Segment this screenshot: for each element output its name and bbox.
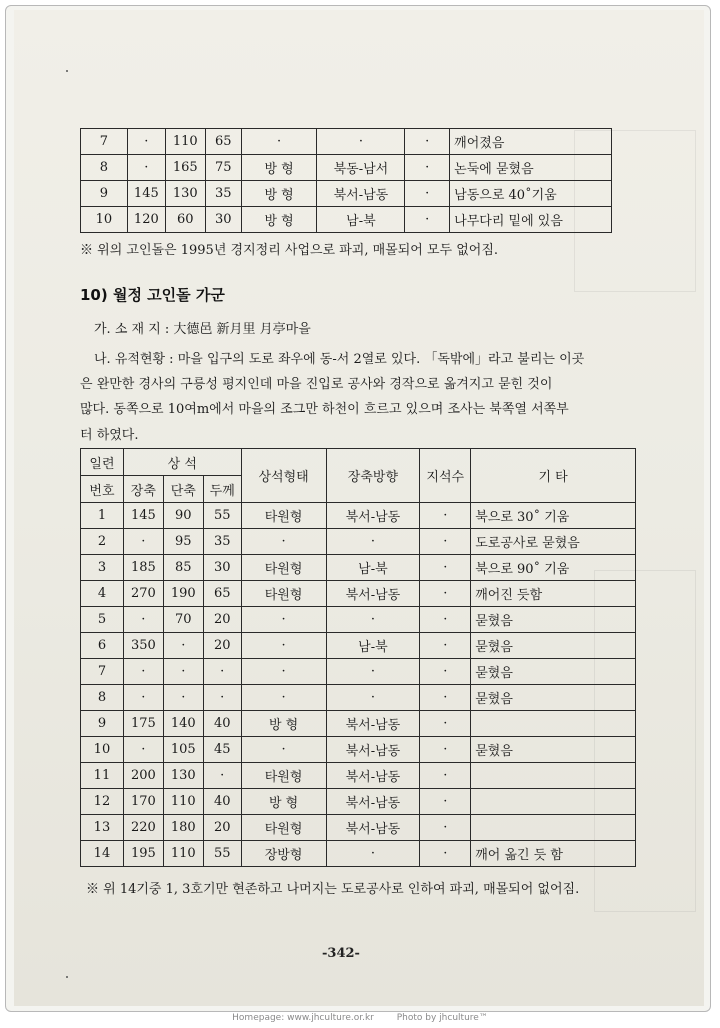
table-row <box>81 503 636 529</box>
table-cell: · <box>241 529 326 555</box>
page-number: -342- <box>322 946 360 961</box>
table-row <box>81 207 612 233</box>
table-cell: 9 <box>81 181 128 207</box>
table-cell: 북서-남동 <box>317 181 405 207</box>
table-cell: · <box>405 181 450 207</box>
header-support: 지석수 <box>420 449 471 503</box>
homepage-credit: Homepage: www.jhculture.or.kr <box>232 1013 374 1023</box>
status-line: 은 완만한 경사의 구릉성 평지인데 마을 진입로 공사와 경작으로 옮겨지고 묻힌 것이 <box>80 377 553 392</box>
header-long: 장축 <box>123 476 163 503</box>
table-cell: · <box>241 633 326 659</box>
table-cell: 북서-남동 <box>326 503 420 529</box>
header-serial-top: 일련 <box>81 449 124 476</box>
table-cell: 10 <box>81 207 128 233</box>
status-line: 많다. 동쪽으로 10여m에서 마을의 조그만 하천이 흐르고 있으며 조사는 북쪽열 서쪽부 <box>80 402 569 417</box>
table-cell: 타원형 <box>241 815 326 841</box>
table-cell: 110 <box>163 841 203 867</box>
table-cell: 북서-남동 <box>326 815 420 841</box>
table-cell: 남-북 <box>317 207 405 233</box>
table-cell: 180 <box>163 815 203 841</box>
table-cell: 55 <box>203 503 241 529</box>
header-etc: 기 타 <box>471 449 636 503</box>
table-cell: 220 <box>123 815 163 841</box>
table-cell: 140 <box>163 711 203 737</box>
table-cell: · <box>420 503 471 529</box>
table-cell: · <box>241 659 326 685</box>
table-cell: 남-북 <box>326 555 420 581</box>
header-stone: 상 석 <box>123 449 241 476</box>
table-cell: 남-북 <box>326 633 420 659</box>
speck <box>66 70 68 72</box>
table-cell: · <box>420 789 471 815</box>
speck <box>66 976 68 978</box>
table-cell: · <box>163 633 203 659</box>
table-cell: 20 <box>203 607 241 633</box>
table-cell: 논둑에 묻혔음 <box>450 155 612 181</box>
table-cell: · <box>203 763 241 789</box>
header-short: 단축 <box>163 476 203 503</box>
table-cell: · <box>241 737 326 763</box>
table-cell: · <box>326 659 420 685</box>
table-row <box>81 181 612 207</box>
table-cell: 110 <box>165 129 205 155</box>
table-cell: 165 <box>165 155 205 181</box>
table-cell: 장방형 <box>241 841 326 867</box>
table-cell: · <box>241 129 317 155</box>
credit-footer <box>0 1013 720 1023</box>
table-cell: · <box>405 155 450 181</box>
table-cell: 105 <box>163 737 203 763</box>
header-direction: 장축방향 <box>326 449 420 503</box>
table-cell: · <box>420 685 471 711</box>
table-cell: 방 형 <box>241 155 317 181</box>
table-woljeong-dolmens <box>80 448 636 867</box>
table-cell: 170 <box>123 789 163 815</box>
table-cell: · <box>123 737 163 763</box>
table-row <box>81 685 636 711</box>
table-cell: 묻혔음 <box>471 685 636 711</box>
table-cell: 북서-남동 <box>326 581 420 607</box>
table-cell: 타원형 <box>241 763 326 789</box>
table-cell: 40 <box>203 789 241 815</box>
table-cell: · <box>241 685 326 711</box>
table-cell: 65 <box>203 581 241 607</box>
table-cell: 10 <box>81 737 124 763</box>
table-cell: · <box>420 737 471 763</box>
table-cell: 북서-남동 <box>326 737 420 763</box>
table-cell: 2 <box>81 529 124 555</box>
table-row <box>81 633 636 659</box>
table2-note: ※ 위 14기중 1, 3호기만 현존하고 나머지는 도로공사로 인하여 파괴, 매몰되어 없어짐. <box>86 882 580 897</box>
status-line: 나. 유적현황 : 마을 입구의 도로 좌우에 동-서 2열로 있다. 「독밖에」라고 불리는 이곳 <box>94 352 585 367</box>
table-row <box>81 129 612 155</box>
table-cell: 묻혔음 <box>471 633 636 659</box>
table-cell: 90 <box>163 503 203 529</box>
table-cell: · <box>420 607 471 633</box>
section-heading: 10) 월정 고인돌 가군 <box>80 286 225 304</box>
table-cell: 200 <box>123 763 163 789</box>
table-cell: 북동-남서 <box>317 155 405 181</box>
table-cell: · <box>420 815 471 841</box>
table-cell: 5 <box>81 607 124 633</box>
table-row <box>81 841 636 867</box>
table-cell: 190 <box>163 581 203 607</box>
table-cell: 8 <box>81 155 128 181</box>
table-cell: 4 <box>81 581 124 607</box>
table-cell: 14 <box>81 841 124 867</box>
table-cell: · <box>241 607 326 633</box>
table-cell: 타원형 <box>241 581 326 607</box>
table-cell: · <box>326 841 420 867</box>
table-row <box>81 555 636 581</box>
table-cell: · <box>420 711 471 737</box>
table-cell: 12 <box>81 789 124 815</box>
table-cell: 85 <box>163 555 203 581</box>
table-cell: 35 <box>205 181 241 207</box>
table-cell: 방 형 <box>241 789 326 815</box>
table-cell <box>471 789 636 815</box>
table-cell: 북서-남동 <box>326 789 420 815</box>
table-cell: 145 <box>123 503 163 529</box>
table-row <box>81 737 636 763</box>
table-cell: 130 <box>163 763 203 789</box>
table-cell: · <box>326 685 420 711</box>
table-row <box>81 607 636 633</box>
table-cell: 110 <box>163 789 203 815</box>
status-line: 터 하였다. <box>80 428 139 443</box>
table-cell: 95 <box>163 529 203 555</box>
table-cell: · <box>123 659 163 685</box>
table-cell: 30 <box>203 555 241 581</box>
header-serial-bottom: 번호 <box>81 476 124 503</box>
table-cell: · <box>420 555 471 581</box>
table-row <box>81 711 636 737</box>
table-cell: 350 <box>123 633 163 659</box>
table-cell: 1 <box>81 503 124 529</box>
table-cell: · <box>123 529 163 555</box>
table-cell: 175 <box>123 711 163 737</box>
table-cell: 타원형 <box>241 503 326 529</box>
table-cell: 북으로 90˚ 기움 <box>471 555 636 581</box>
table-cell: 도로공사로 묻혔음 <box>471 529 636 555</box>
table-cell: 75 <box>205 155 241 181</box>
table-cell: 3 <box>81 555 124 581</box>
table-cell: 깨어진 듯함 <box>471 581 636 607</box>
table-cell: · <box>326 529 420 555</box>
location-line: 가. 소 재 지 : 大德邑 新月里 月亭마을 <box>94 322 311 337</box>
table-cell: 타원형 <box>241 555 326 581</box>
table-cell: 11 <box>81 763 124 789</box>
table-dolmen-group-previous <box>80 128 612 233</box>
table-cell: 묻혔음 <box>471 659 636 685</box>
table-cell: 65 <box>205 129 241 155</box>
table-cell: 9 <box>81 711 124 737</box>
table-row <box>81 581 636 607</box>
table-cell: 20 <box>203 633 241 659</box>
table-row <box>81 789 636 815</box>
table-cell: 270 <box>123 581 163 607</box>
table-cell: 55 <box>203 841 241 867</box>
table-cell: 방 형 <box>241 181 317 207</box>
table-cell: · <box>203 685 241 711</box>
table-cell: 남동으로 40˚기움 <box>450 181 612 207</box>
table-cell: · <box>317 129 405 155</box>
table-cell: · <box>163 659 203 685</box>
table-cell: 7 <box>81 129 128 155</box>
table-cell: · <box>420 763 471 789</box>
table-cell: 방 형 <box>241 207 317 233</box>
table-row <box>81 529 636 555</box>
table-cell: 145 <box>127 181 165 207</box>
table-cell: 45 <box>203 737 241 763</box>
table-cell: 북서-남동 <box>326 711 420 737</box>
table-cell: · <box>163 685 203 711</box>
table-cell: 20 <box>203 815 241 841</box>
table-cell: · <box>405 129 450 155</box>
header-shape: 상석형태 <box>241 449 326 503</box>
table1-note: ※ 위의 고인돌은 1995년 경지정리 사업으로 파괴, 매몰되어 모두 없어짐. <box>80 243 499 258</box>
table-cell: 묻혔음 <box>471 607 636 633</box>
table-cell: 7 <box>81 659 124 685</box>
table-cell <box>471 815 636 841</box>
table-cell: 6 <box>81 633 124 659</box>
table-row <box>81 763 636 789</box>
table-cell: 30 <box>205 207 241 233</box>
table-cell: 13 <box>81 815 124 841</box>
table-cell: · <box>203 659 241 685</box>
table-row <box>81 659 636 685</box>
table-cell: 나무다리 밑에 있음 <box>450 207 612 233</box>
table-cell: · <box>420 841 471 867</box>
table-cell: 깨어졌음 <box>450 129 612 155</box>
table-row <box>81 815 636 841</box>
table-cell: · <box>405 207 450 233</box>
table-cell: 북으로 30˚ 기움 <box>471 503 636 529</box>
table-cell: · <box>420 529 471 555</box>
table-cell: · <box>420 633 471 659</box>
header-thick: 두께 <box>203 476 241 503</box>
table-cell: 70 <box>163 607 203 633</box>
table-cell: 묻혔음 <box>471 737 636 763</box>
table-cell: 8 <box>81 685 124 711</box>
table-cell: · <box>420 659 471 685</box>
table-cell: 방 형 <box>241 711 326 737</box>
table-cell <box>471 711 636 737</box>
table-cell: 깨어 옮긴 듯 함 <box>471 841 636 867</box>
table-cell: · <box>420 581 471 607</box>
table-cell: 60 <box>165 207 205 233</box>
table-cell: 북서-남동 <box>326 763 420 789</box>
photo-credit: Photo by jhculture™ <box>396 1013 488 1023</box>
table-cell: · <box>326 607 420 633</box>
table-cell: 195 <box>123 841 163 867</box>
table-row <box>81 155 612 181</box>
table-cell: 40 <box>203 711 241 737</box>
table-cell: · <box>123 685 163 711</box>
table-cell <box>471 763 636 789</box>
table-cell: · <box>127 129 165 155</box>
table-cell: 185 <box>123 555 163 581</box>
table-cell: 120 <box>127 207 165 233</box>
table-cell: 35 <box>203 529 241 555</box>
table-cell: · <box>123 607 163 633</box>
table-cell: 130 <box>165 181 205 207</box>
table-cell: · <box>127 155 165 181</box>
